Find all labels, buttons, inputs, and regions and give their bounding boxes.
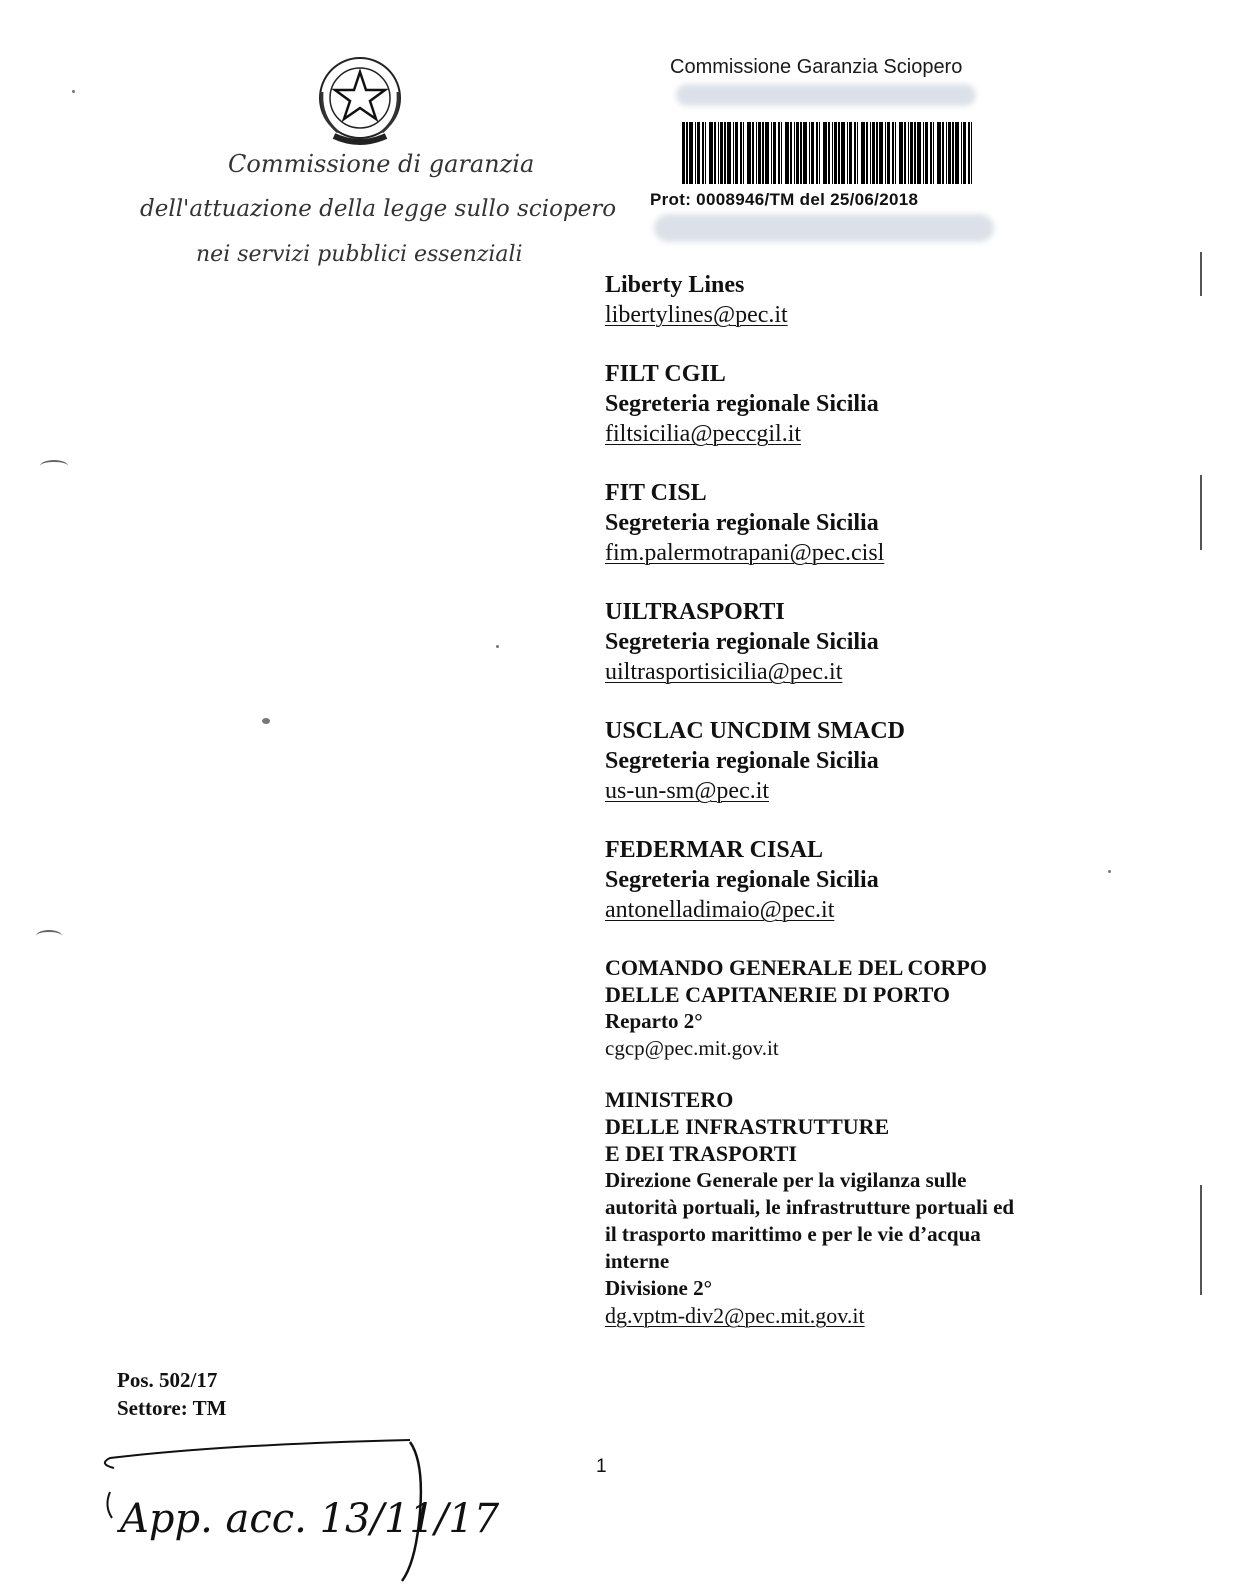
comando-line-2: DELLE CAPITANERIE DI PORTO — [605, 982, 950, 1007]
recipient-email[interactable]: antonelladimaio@pec.it — [605, 897, 835, 923]
ministero-line-3: E DEI TRASPORTI — [605, 1141, 797, 1166]
ministero-desc-1: Direzione Generale per la vigilanza sulle — [605, 1168, 967, 1192]
sector: Settore: TM — [117, 1396, 227, 1420]
barcode-bar — [771, 122, 772, 184]
recipient-uiltrasporti — [605, 597, 1165, 687]
barcode-bar — [937, 122, 941, 184]
scan-speck — [262, 718, 270, 724]
scan-speck — [496, 645, 499, 648]
barcode — [682, 122, 974, 184]
recipient-sub: Segreteria regionale Sicilia — [605, 748, 879, 774]
barcode-bar — [968, 122, 970, 184]
barcode-bar — [819, 122, 820, 184]
barcode-bar — [697, 122, 700, 184]
position-number: Pos. 502/17 — [117, 1368, 218, 1392]
barcode-bar — [895, 122, 896, 184]
barcode-bar — [914, 122, 916, 184]
italian-republic-emblem-icon — [312, 52, 408, 148]
barcode-bar — [735, 122, 738, 184]
ministero-desc-2: autorità portuali, le infrastrutture portuali ed — [605, 1195, 1015, 1219]
barcode-bar — [908, 122, 909, 184]
barcode-bar — [800, 122, 802, 184]
scan-edge-line — [1200, 1185, 1202, 1295]
scan-edge-line — [1200, 475, 1202, 550]
barcode-bar — [816, 122, 818, 184]
comando-email[interactable]: cgcp@pec.mit.gov.it — [605, 1036, 779, 1060]
barcode-bar — [809, 122, 810, 184]
barcode-bar — [879, 122, 883, 184]
recipient-federmar-cisal — [605, 835, 1165, 925]
barcode-bar — [917, 122, 921, 184]
barcode-bar — [790, 122, 792, 184]
barcode-bar — [854, 122, 856, 184]
page-number: 1 — [596, 1456, 607, 1477]
recipient-name: FIT CISL — [605, 480, 707, 506]
barcode-bar — [872, 122, 875, 184]
recipient-sub: Segreteria regionale Sicilia — [605, 867, 879, 893]
barcode-bar — [971, 122, 972, 184]
barcode-bar — [847, 122, 848, 184]
institution-line-2: dell'attuazione della legge sullo sciopero — [140, 196, 617, 222]
barcode-bar — [952, 122, 954, 184]
recipient-email[interactable]: fim.palermotrapani@pec.cisl — [605, 540, 885, 566]
scan-edge-line — [1200, 252, 1202, 296]
recipients-list — [605, 270, 1165, 1358]
barcode-bar — [961, 122, 962, 184]
barcode-bar — [946, 122, 947, 184]
scan-mark — [36, 930, 62, 942]
institution-line-1: Commissione di garanzia — [228, 150, 535, 178]
barcode-bar — [933, 122, 934, 184]
handwritten-note — [96, 1440, 500, 1581]
barcode-bar — [796, 122, 799, 184]
barcode-bar — [781, 122, 782, 184]
barcode-bar — [762, 122, 764, 184]
barcode-bar — [714, 122, 716, 184]
barcode-bar — [705, 122, 706, 184]
barcode-bar — [866, 122, 868, 184]
recipient-usclac — [605, 716, 1165, 806]
barcode-bar — [828, 122, 830, 184]
barcode-bar — [963, 122, 966, 184]
barcode-bar — [718, 122, 719, 184]
barcode-bar — [923, 122, 924, 184]
recipient-name: USCLAC UNCDIM SMACD — [605, 718, 905, 744]
ministero-division: Divisione 2° — [605, 1276, 712, 1300]
barcode-bar — [778, 122, 780, 184]
comando-line-1: COMANDO GENERALE DEL CORPO — [605, 955, 987, 980]
barcode-bar — [682, 122, 685, 184]
barcode-bar — [861, 122, 865, 184]
redaction-smudge — [654, 214, 994, 242]
barcode-bar — [740, 122, 742, 184]
barcode-bar — [724, 122, 726, 184]
barcode-bar — [876, 122, 878, 184]
recipient-email[interactable]: libertylines@pec.it — [605, 302, 788, 328]
scan-mark — [40, 460, 68, 472]
recipient-email[interactable]: uiltrasportisicilia@pec.it — [605, 659, 843, 685]
recipient-name: FILT CGIL — [605, 361, 726, 387]
barcode-bar — [838, 122, 840, 184]
barcode-bar — [785, 122, 789, 184]
redaction-smudge — [676, 84, 976, 106]
recipient-sub: Segreteria regionale Sicilia — [605, 629, 879, 655]
scan-speck — [1108, 870, 1111, 873]
protocol-header: Commissione Garanzia Sciopero — [670, 56, 963, 78]
barcode-bar — [925, 122, 928, 184]
barcode-bar — [930, 122, 932, 184]
ministero-line-2: DELLE INFRASTRUTTURE — [605, 1114, 890, 1139]
barcode-bar — [794, 122, 795, 184]
barcode-bar — [892, 122, 894, 184]
barcode-bar — [955, 122, 959, 184]
barcode-bar — [733, 122, 734, 184]
barcode-bar — [686, 122, 688, 184]
recipient-ministero — [605, 1086, 1165, 1329]
comando-sub: Reparto 2° — [605, 1009, 703, 1033]
barcode-bar — [849, 122, 852, 184]
barcode-bar — [948, 122, 951, 184]
recipient-liberty-lines — [605, 270, 1165, 330]
barcode-bar — [689, 122, 693, 184]
recipient-comando — [605, 954, 1165, 1062]
recipient-name: UILTRASPORTI — [605, 599, 785, 625]
barcode-bar — [887, 122, 890, 184]
ministero-desc-3: il trasporto marittimo e per le vie d’acqua — [605, 1222, 981, 1246]
position-info — [117, 1366, 226, 1422]
barcode-bar — [910, 122, 913, 184]
barcode-bar — [832, 122, 833, 184]
barcode-bar — [899, 122, 903, 184]
barcode-bar — [765, 122, 769, 184]
recipient-filt-cgil — [605, 359, 1165, 449]
barcode-bar — [756, 122, 757, 184]
barcode-bar — [857, 122, 858, 184]
handwritten-note-text: App. acc. 13/11/17 — [120, 1496, 500, 1542]
barcode-bar — [811, 122, 814, 184]
barcode-bar — [885, 122, 886, 184]
barcode-bar — [823, 122, 827, 184]
recipient-email[interactable]: filtsicilia@peccgil.it — [605, 421, 802, 447]
recipient-email[interactable]: us-un-sm@pec.it — [605, 778, 770, 804]
barcode-bar — [695, 122, 696, 184]
barcode-bar — [720, 122, 723, 184]
barcode-bar — [870, 122, 871, 184]
barcode-bar — [727, 122, 731, 184]
barcode-bar — [834, 122, 837, 184]
scan-speck — [72, 90, 75, 93]
recipient-name: FEDERMAR CISAL — [605, 837, 824, 863]
ministero-line-1: MINISTERO — [605, 1087, 734, 1112]
barcode-bar — [743, 122, 744, 184]
institution-line-3: nei servizi pubblici essenziali — [196, 242, 523, 267]
barcode-bar — [841, 122, 845, 184]
barcode-bar — [702, 122, 704, 184]
barcode-bar — [709, 122, 713, 184]
barcode-bar — [942, 122, 944, 184]
recipient-sub: Segreteria regionale Sicilia — [605, 510, 879, 536]
barcode-bar — [773, 122, 776, 184]
barcode-bar — [803, 122, 807, 184]
recipient-sub: Segreteria regionale Sicilia — [605, 391, 879, 417]
ministero-email[interactable]: dg.vptm-div2@pec.mit.gov.it — [605, 1303, 865, 1328]
recipient-fit-cisl — [605, 478, 1165, 568]
protocol-number: Prot: 0008946/TM del 25/06/2018 — [650, 190, 919, 209]
barcode-bar — [758, 122, 761, 184]
barcode-bar — [752, 122, 754, 184]
ministero-desc-4: interne — [605, 1249, 670, 1273]
barcode-bar — [904, 122, 906, 184]
barcode-bar — [747, 122, 751, 184]
recipient-name: Liberty Lines — [605, 272, 745, 298]
